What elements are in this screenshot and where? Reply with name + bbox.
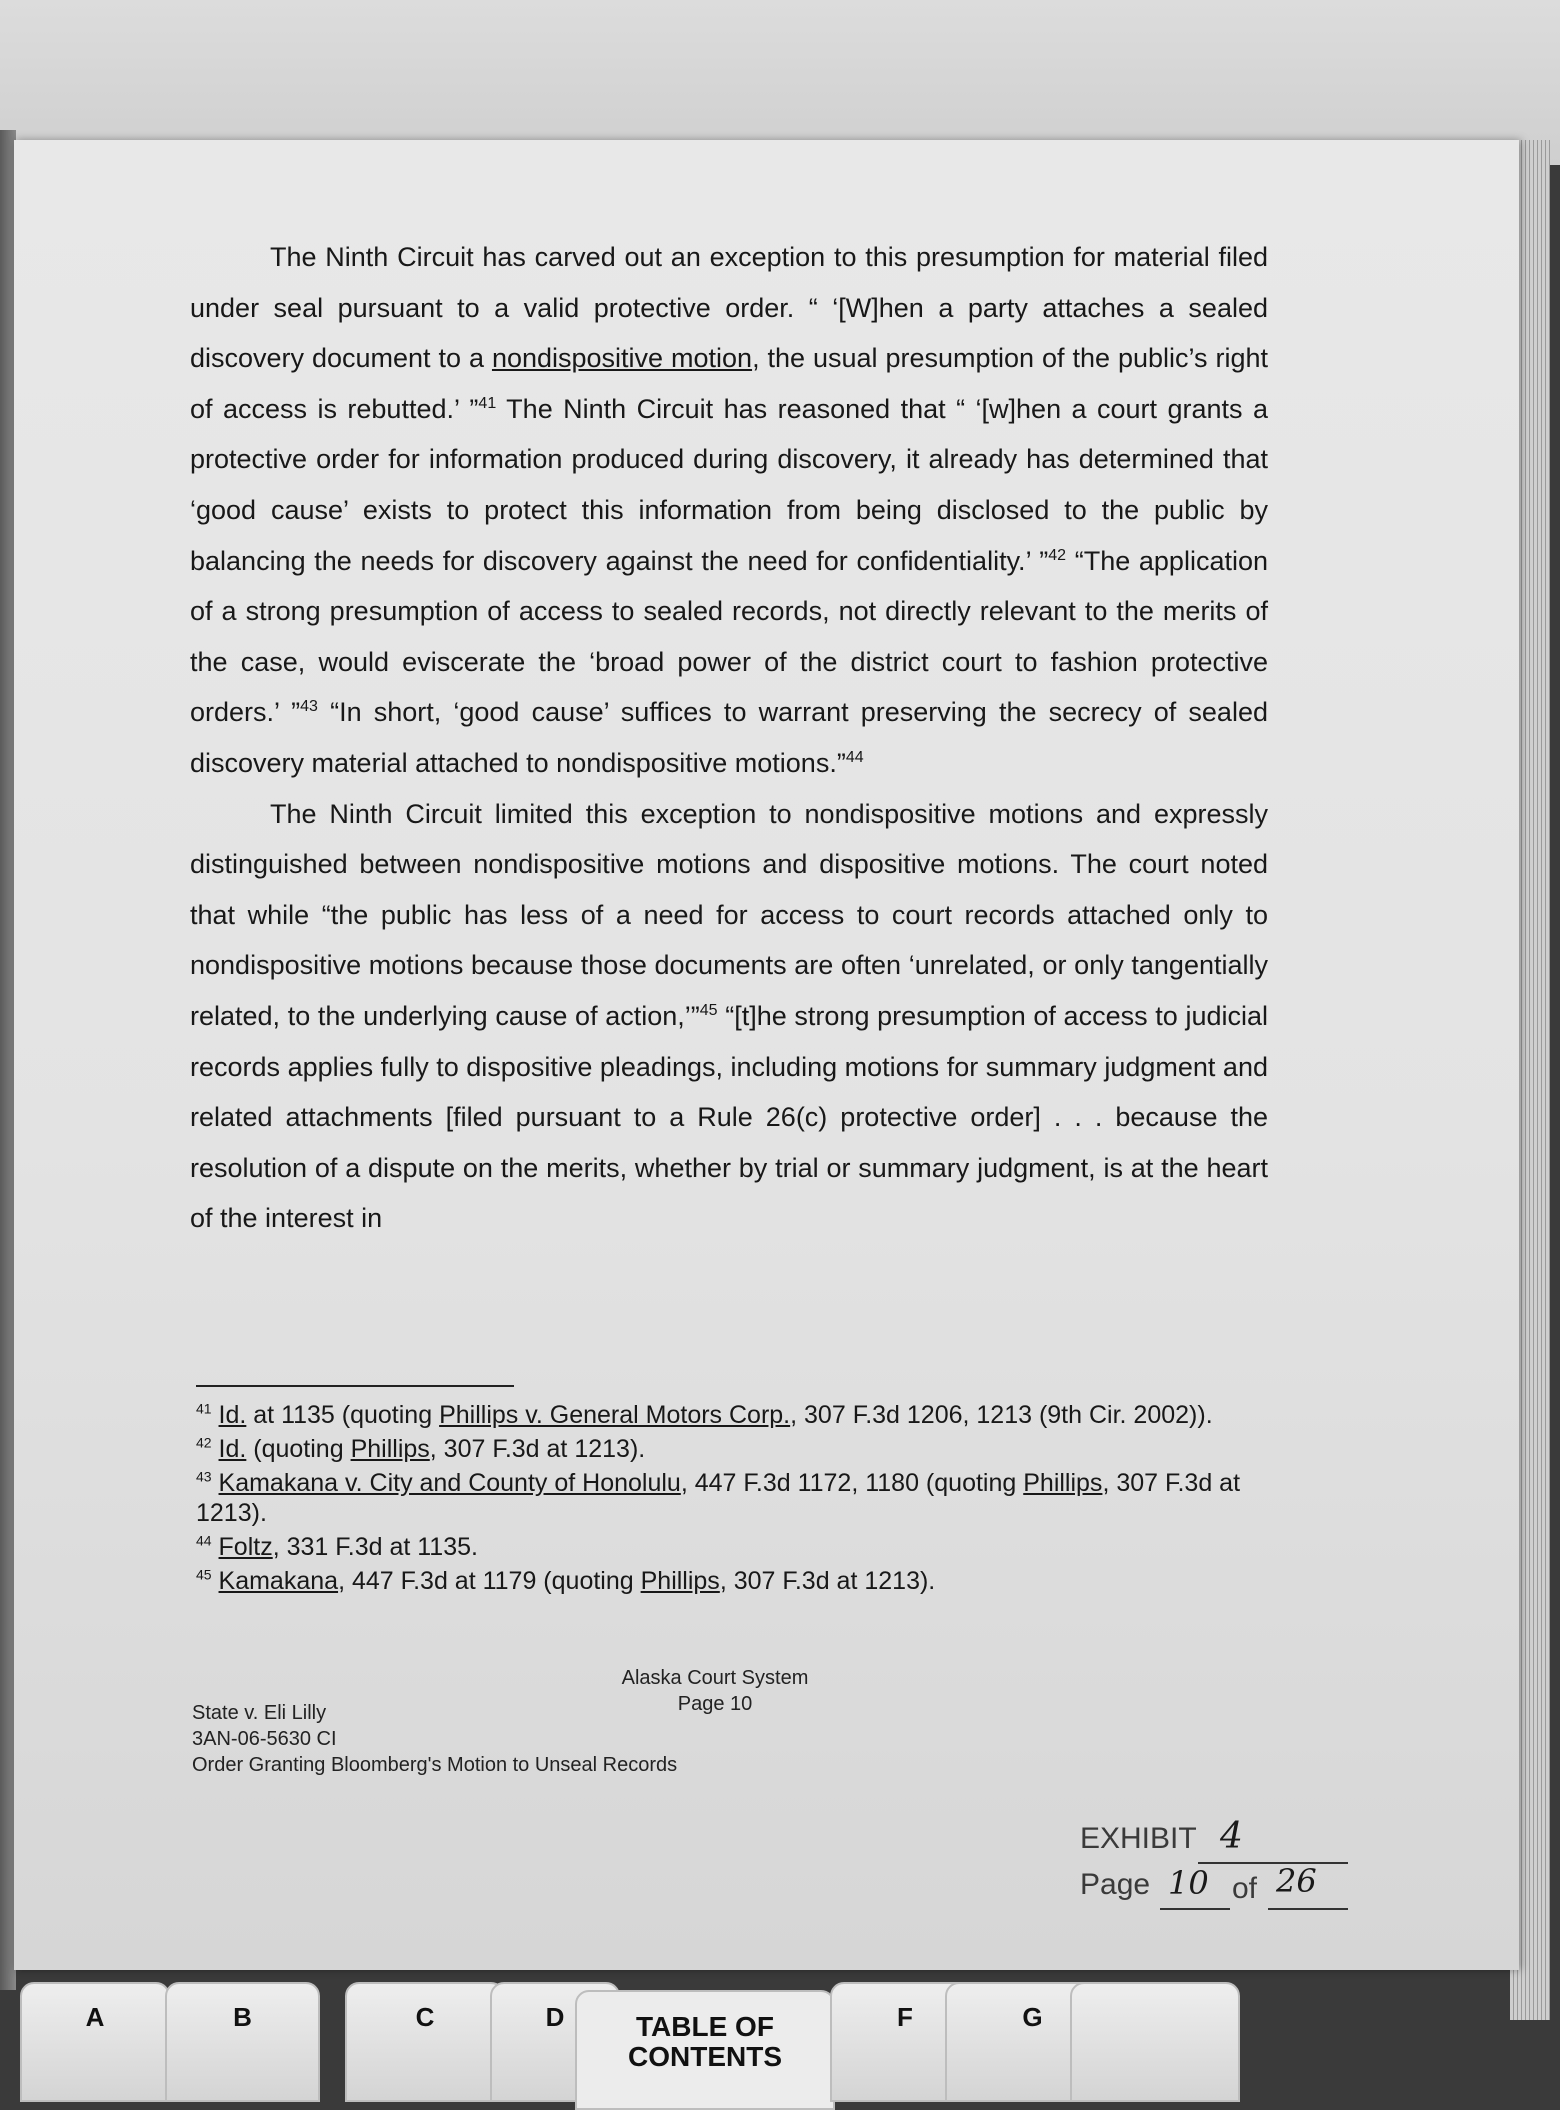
tab-g[interactable]: G [945, 1982, 1120, 2102]
footnotes [196, 1400, 1266, 1600]
body-text [190, 232, 1268, 1244]
tab-table-of-contents[interactable]: TABLE OF CONTENTS [575, 1990, 835, 2110]
footnote-ref-41: 41 [478, 394, 497, 412]
order-title: Order Granting Bloomberg's Motion to Unseal Records [192, 1754, 678, 1776]
footnote-ref-45: 45 [699, 1001, 718, 1019]
exhibit-number: 4 [1220, 1816, 1243, 1857]
tab-f[interactable]: F [830, 1982, 980, 2102]
footnote-ref-43: 43 [300, 698, 318, 716]
footnote-44: $^{44}$ Foltz, 331 F.3d at 1135. [196, 1532, 478, 1561]
of-label: of [1232, 1872, 1258, 1905]
court-name: Alaska Court System [621, 1667, 809, 1689]
case-name: State v. Eli Lilly [192, 1702, 327, 1724]
tab-c[interactable]: C [345, 1982, 505, 2102]
binder-tabs [0, 1960, 1560, 2080]
footnote-42: $^{42}$ Id. (quoting Phillips, 307 F.3d at 1213). [196, 1434, 646, 1463]
exhibit-label: EXHIBIT [1080, 1822, 1197, 1855]
tab-b[interactable]: B [165, 1982, 320, 2102]
footnote-45: $^{45}$ Kamakana, 447 F.3d at 1179 (quoting Phillips, 307 F.3d at 1213). [196, 1566, 936, 1595]
paragraph-2: The Ninth Circuit limited this exception to nondispositive motions and expressly distinguished between nondispositive motions and dispositive motions. The court noted that while “the public has less of a need for access to court records attached only to nondispositive motions because those documents are often ‘unrelated, or only tangentially related, to the underlying cause of action,’”$^{45}$ “[t]he strong presumption of access to judicial records applies fully to dispositive pleadings, including motions for summary judgment and related attachments [filed pursuant to a Rule 26(c) protective order] . . . because the resolution of a dispute on the merits, whether by trial or summary judgment, is at the heart of the interest in [190, 798, 1268, 1234]
footnote-41: $^{41}$ Id. at 1135 (quoting Phillips v. General Motors Corp., 307 F.3d 1206, 1213 (9th Cir. 2002)). [196, 1400, 1213, 1429]
exhibit-total-pages: 26 [1276, 1862, 1317, 1900]
paragraph-1: The Ninth Circuit has carved out an exception to this presumption for material filed under seal pursuant to a valid protective order. “ ‘[W]hen a party attaches a sealed discovery document to a nondispositive motion, the usual presumption of the public’s right of access is rebutted.’ ”$^{41}$ The Ninth Circuit has reasoned that “ ‘[w]hen a court grants a protective order for information produced during discovery, it already has determined that ‘good cause’ exists to protect this information from being disclosed to the public by balancing the needs for discovery against the need for confidentiality.’ ”$^{42}$ “The application of a strong presumption of access to sealed records, not directly relevant to the merits of the case, would eviscerate the ‘broad power of the district court to fashion protective orders.’ ”$^{43}$ “In short, ‘good cause’ suffices to warrant preserving the secrecy of sealed discovery material attached to nondispositive motions.”$^{44}$ [190, 242, 1269, 778]
case-number: 3AN-06-5630 CI [192, 1728, 337, 1750]
page-number: Page 10 [677, 1693, 753, 1715]
footer-case-info [192, 1700, 677, 1778]
tab-d[interactable]: D [490, 1982, 620, 2102]
page-label: Page [1080, 1868, 1151, 1901]
footnote-divider [196, 1385, 514, 1387]
case-term: nondispositive motion [491, 343, 753, 374]
footnote-ref-42: 42 [1048, 546, 1067, 564]
tab-h[interactable] [1070, 1982, 1240, 2102]
footnote-43: $^{43}$ Kamakana v. City and County of Honolulu, 447 F.3d 1172, 1180 (quoting Phillips, 307 F.3d at 1213). [196, 1468, 1241, 1527]
exhibit-stamp [1080, 1816, 1360, 1914]
tab-a[interactable]: A [20, 1982, 170, 2102]
exhibit-page-number: 10 [1168, 1864, 1209, 1902]
footnote-ref-44: 44 [845, 748, 864, 766]
